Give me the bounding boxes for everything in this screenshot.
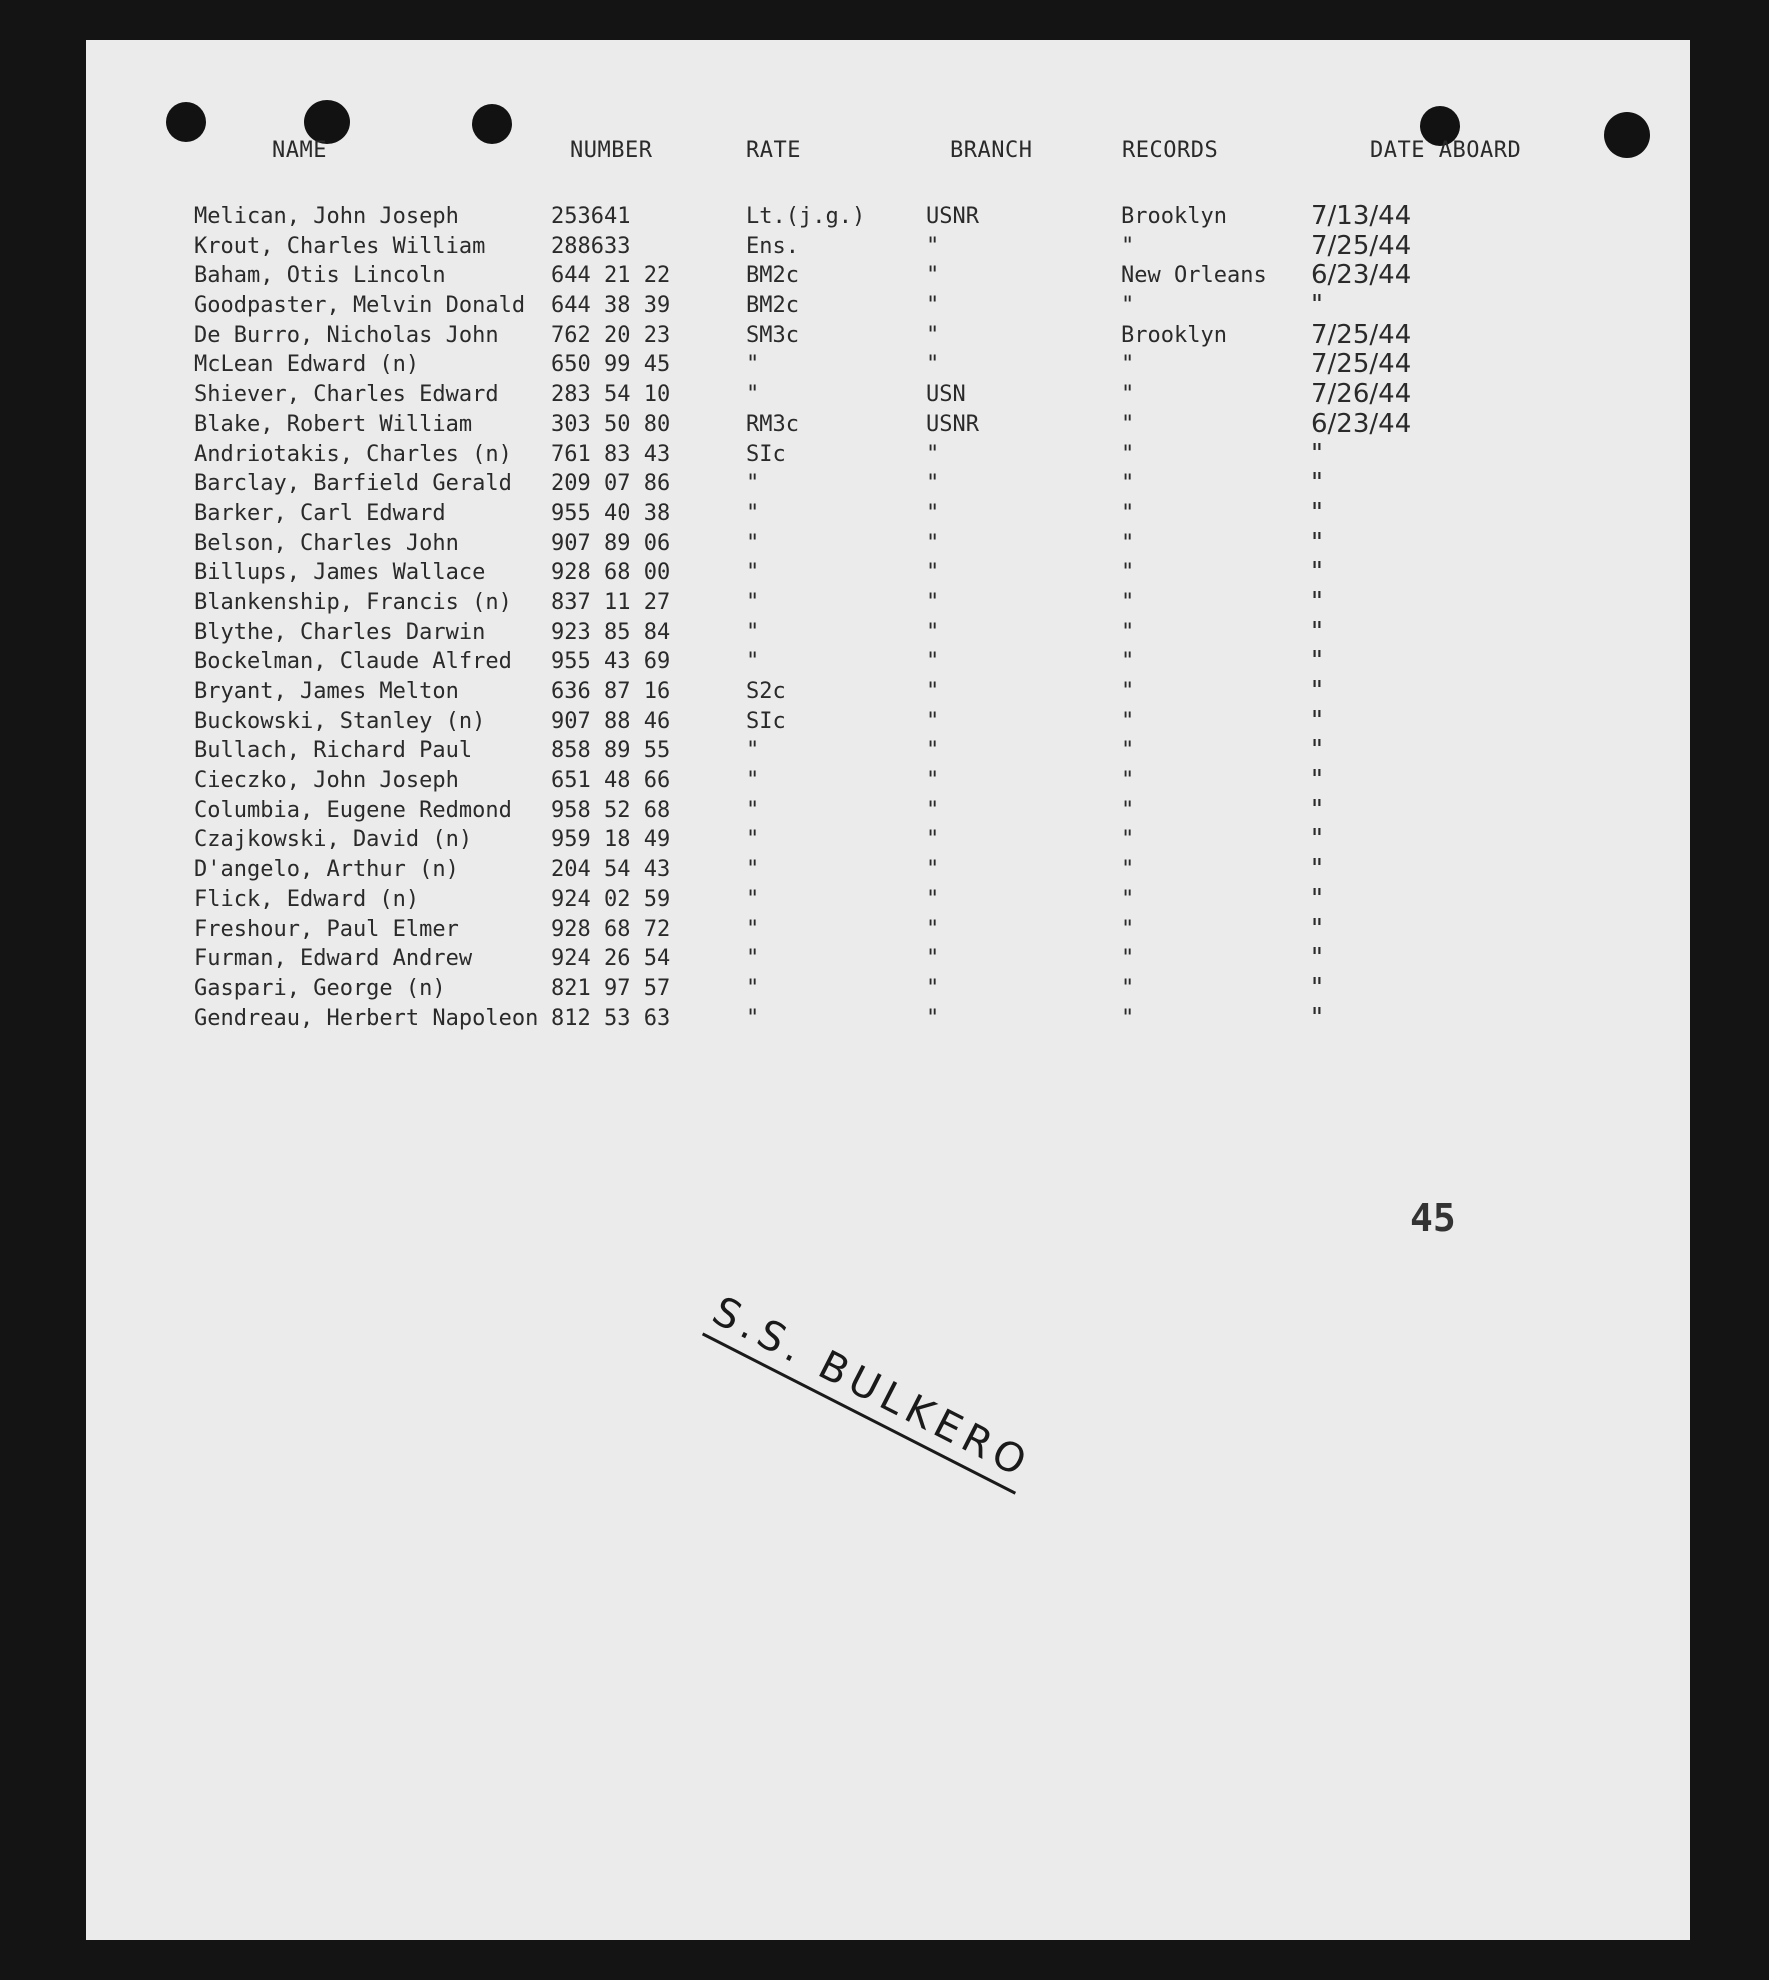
branch: " <box>926 471 940 497</box>
branch: " <box>926 560 940 586</box>
service-number: 283 54 10 <box>551 382 671 408</box>
table-row <box>86 499 1690 529</box>
date-aboard: " <box>1311 765 1323 796</box>
header-records: RECORDS <box>1122 138 1219 163</box>
table-row <box>86 647 1690 677</box>
service-number: 907 89 06 <box>551 530 671 556</box>
table-row <box>86 380 1690 410</box>
date-aboard: " <box>1311 1002 1323 1033</box>
date-aboard: 7/25/44 <box>1311 319 1412 350</box>
branch: " <box>926 263 940 289</box>
header-rate: RATE <box>746 138 801 163</box>
rate: RM3c <box>746 411 799 437</box>
date-aboard: " <box>1311 646 1323 677</box>
rate: " <box>746 352 760 378</box>
punch-hole <box>166 102 206 142</box>
date-aboard: " <box>1311 497 1323 528</box>
service-number: 762 20 23 <box>551 322 671 348</box>
service-number: 651 48 66 <box>551 768 671 794</box>
crew-name: De Burro, Nicholas John <box>194 322 499 348</box>
date-aboard: 7/26/44 <box>1311 379 1412 410</box>
branch: " <box>926 946 940 972</box>
crew-name: Blythe, Charles Darwin <box>194 619 486 645</box>
service-number: 303 50 80 <box>551 411 671 437</box>
date-aboard: " <box>1311 972 1323 1003</box>
date-aboard: " <box>1311 735 1323 766</box>
branch: USN <box>926 382 966 408</box>
table-row <box>86 766 1690 796</box>
header-number: NUMBER <box>570 138 653 163</box>
rate: " <box>746 975 760 1001</box>
crew-name: D'angelo, Arthur (n) <box>194 857 459 883</box>
records: " <box>1121 857 1135 883</box>
table-row <box>86 202 1690 232</box>
crew-name: Krout, Charles William <box>194 233 486 259</box>
rate: BM2c <box>746 293 799 319</box>
table-row <box>86 796 1690 826</box>
date-aboard: " <box>1311 794 1323 825</box>
records: " <box>1121 886 1135 912</box>
ship-name-stamp: S.S. BULKERO <box>702 1288 1039 1494</box>
table-row <box>86 410 1690 440</box>
date-aboard: " <box>1311 586 1323 617</box>
crew-name: Czajkowski, David (n) <box>194 827 473 853</box>
table-row <box>86 232 1690 262</box>
table-row <box>86 588 1690 618</box>
rate: " <box>746 946 760 972</box>
rate: " <box>746 530 760 556</box>
records: " <box>1121 560 1135 586</box>
service-number: 253641 <box>551 204 631 229</box>
rate: " <box>746 827 760 853</box>
records: Brooklyn <box>1121 322 1227 348</box>
records: Brooklyn <box>1121 204 1227 229</box>
crew-name: Bryant, James Melton <box>194 679 459 704</box>
punch-hole <box>472 104 512 144</box>
rate: " <box>746 857 760 883</box>
service-number: 209 07 86 <box>551 471 671 497</box>
branch: " <box>926 352 940 378</box>
rate: " <box>746 916 760 942</box>
table-row <box>86 974 1690 1004</box>
service-number: 958 52 68 <box>551 797 671 823</box>
service-number: 928 68 72 <box>551 916 671 942</box>
date-aboard: " <box>1311 824 1323 855</box>
crew-name: Billups, James Wallace <box>194 560 486 586</box>
table-row <box>86 321 1690 351</box>
date-aboard: 7/25/44 <box>1311 349 1412 380</box>
crew-name: Andriotakis, Charles (n) <box>194 441 512 467</box>
branch: " <box>926 916 940 942</box>
branch: " <box>926 649 940 675</box>
service-number: 821 97 57 <box>551 975 671 1001</box>
service-number: 644 38 39 <box>551 293 671 319</box>
service-number: 955 40 38 <box>551 500 671 526</box>
date-aboard: " <box>1311 290 1323 321</box>
rate: " <box>746 886 760 912</box>
table-row <box>86 855 1690 885</box>
branch: " <box>926 679 940 704</box>
date-aboard: " <box>1311 468 1323 499</box>
rate: " <box>746 500 760 526</box>
crew-name: Buckowski, Stanley (n) <box>194 708 486 734</box>
crew-name: Melican, John Joseph <box>194 204 459 229</box>
branch: " <box>926 857 940 883</box>
records: " <box>1121 471 1135 497</box>
service-number: 907 88 46 <box>551 708 671 734</box>
records: " <box>1121 708 1135 734</box>
service-number: 837 11 27 <box>551 589 671 615</box>
table-row <box>86 261 1690 291</box>
service-number: 923 85 84 <box>551 619 671 645</box>
rate: " <box>746 738 760 764</box>
date-aboard: " <box>1311 913 1323 944</box>
rate: " <box>746 471 760 497</box>
date-aboard: 6/23/44 <box>1311 408 1412 439</box>
branch: " <box>926 530 940 556</box>
service-number: 650 99 45 <box>551 352 671 378</box>
crew-name: Cieczko, John Joseph <box>194 768 459 794</box>
records: " <box>1121 975 1135 1001</box>
crew-name: Furman, Edward Andrew <box>194 946 473 972</box>
records: " <box>1121 827 1135 853</box>
table-row <box>86 469 1690 499</box>
service-number: 955 43 69 <box>551 649 671 675</box>
crew-name: Gendreau, Herbert Napoleon <box>194 1005 539 1031</box>
service-number: 636 87 16 <box>551 679 671 704</box>
service-number: 924 26 54 <box>551 946 671 972</box>
header-date-aboard: DATE ABOARD <box>1370 138 1522 163</box>
table-row <box>86 707 1690 737</box>
records: " <box>1121 738 1135 764</box>
crew-name: Gaspari, George (n) <box>194 975 446 1001</box>
crew-list <box>86 202 1690 1033</box>
date-aboard: " <box>1311 676 1323 706</box>
date-aboard: " <box>1311 438 1323 469</box>
rate: SIc <box>746 441 786 467</box>
rate: " <box>746 382 760 408</box>
branch: " <box>926 500 940 526</box>
rate: " <box>746 1005 760 1031</box>
records: " <box>1121 679 1135 704</box>
records: " <box>1121 946 1135 972</box>
rate: " <box>746 797 760 823</box>
document-sheet <box>86 40 1690 1940</box>
crew-name: Barclay, Barfield Gerald <box>194 471 512 497</box>
records: " <box>1121 352 1135 378</box>
rate: " <box>746 619 760 645</box>
crew-name: Belson, Charles John <box>194 530 459 556</box>
branch: " <box>926 619 940 645</box>
table-row <box>86 825 1690 855</box>
branch: USNR <box>926 411 979 437</box>
crew-name: Blake, Robert William <box>194 411 473 437</box>
table-row <box>86 440 1690 470</box>
branch: " <box>926 293 940 319</box>
table-row <box>86 1004 1690 1034</box>
branch: " <box>926 1005 940 1031</box>
branch: " <box>926 827 940 853</box>
service-number: 812 53 63 <box>551 1005 671 1031</box>
rate: Ens. <box>746 233 799 259</box>
rate: Lt.(j.g.) <box>746 204 866 229</box>
records: " <box>1121 293 1135 319</box>
table-row <box>86 944 1690 974</box>
table-row <box>86 885 1690 915</box>
records: " <box>1121 619 1135 645</box>
service-number: 204 54 43 <box>551 857 671 883</box>
branch: " <box>926 322 940 348</box>
rate: " <box>746 589 760 615</box>
service-number: 959 18 49 <box>551 827 671 853</box>
date-aboard: 7/13/44 <box>1311 201 1412 231</box>
records: " <box>1121 441 1135 467</box>
date-aboard: 6/23/44 <box>1311 260 1412 291</box>
records: " <box>1121 233 1135 259</box>
table-row <box>86 350 1690 380</box>
date-aboard: " <box>1311 705 1323 736</box>
rate: BM2c <box>746 263 799 289</box>
date-aboard: " <box>1311 943 1323 974</box>
records: New Orleans <box>1121 263 1267 289</box>
header-branch: BRANCH <box>950 138 1033 163</box>
crew-name: Barker, Carl Edward <box>194 500 446 526</box>
branch: USNR <box>926 204 979 229</box>
table-row <box>86 291 1690 321</box>
table-row <box>86 618 1690 648</box>
service-number: 928 68 00 <box>551 560 671 586</box>
rate: " <box>746 768 760 794</box>
records: " <box>1121 768 1135 794</box>
branch: " <box>926 589 940 615</box>
crew-name: Baham, Otis Lincoln <box>194 263 446 289</box>
branch: " <box>926 708 940 734</box>
records: " <box>1121 500 1135 526</box>
table-row <box>86 915 1690 945</box>
records: " <box>1121 797 1135 823</box>
table-row <box>86 558 1690 588</box>
branch: " <box>926 441 940 467</box>
rate: SIc <box>746 708 786 734</box>
punch-hole <box>1604 112 1650 158</box>
date-aboard: " <box>1311 854 1323 885</box>
crew-name: Columbia, Eugene Redmond <box>194 797 512 823</box>
rate: SM3c <box>746 322 799 348</box>
service-number: 858 89 55 <box>551 738 671 764</box>
records: " <box>1121 382 1135 408</box>
service-number: 644 21 22 <box>551 263 671 289</box>
records: " <box>1121 916 1135 942</box>
service-number: 924 02 59 <box>551 886 671 912</box>
records: " <box>1121 530 1135 556</box>
page-number: 45 <box>1410 1196 1456 1240</box>
rate: S2c <box>746 679 786 704</box>
crew-name: Bockelman, Claude Alfred <box>194 649 512 675</box>
date-aboard: " <box>1311 883 1323 914</box>
date-aboard: 7/25/44 <box>1311 230 1412 261</box>
service-number: 761 83 43 <box>551 441 671 467</box>
branch: " <box>926 233 940 259</box>
date-aboard: " <box>1311 527 1323 558</box>
table-row <box>86 677 1690 707</box>
records: " <box>1121 589 1135 615</box>
records: " <box>1121 411 1135 437</box>
crew-name: Freshour, Paul Elmer <box>194 916 459 942</box>
rate: " <box>746 649 760 675</box>
branch: " <box>926 975 940 1001</box>
branch: " <box>926 768 940 794</box>
records: " <box>1121 1005 1135 1031</box>
rate: " <box>746 560 760 586</box>
crew-name: McLean Edward (n) <box>194 352 420 378</box>
header-name: NAME <box>272 138 327 163</box>
crew-name: Bullach, Richard Paul <box>194 738 473 764</box>
date-aboard: " <box>1311 616 1323 647</box>
table-row <box>86 529 1690 559</box>
table-row <box>86 736 1690 766</box>
crew-name: Blankenship, Francis (n) <box>194 589 512 615</box>
branch: " <box>926 738 940 764</box>
crew-name: Goodpaster, Melvin Donald <box>194 293 526 319</box>
service-number: 288633 <box>551 233 631 259</box>
branch: " <box>926 886 940 912</box>
date-aboard: " <box>1311 557 1323 588</box>
crew-name: Flick, Edward (n) <box>194 886 420 912</box>
crew-name: Shiever, Charles Edward <box>194 382 499 408</box>
branch: " <box>926 797 940 823</box>
records: " <box>1121 649 1135 675</box>
